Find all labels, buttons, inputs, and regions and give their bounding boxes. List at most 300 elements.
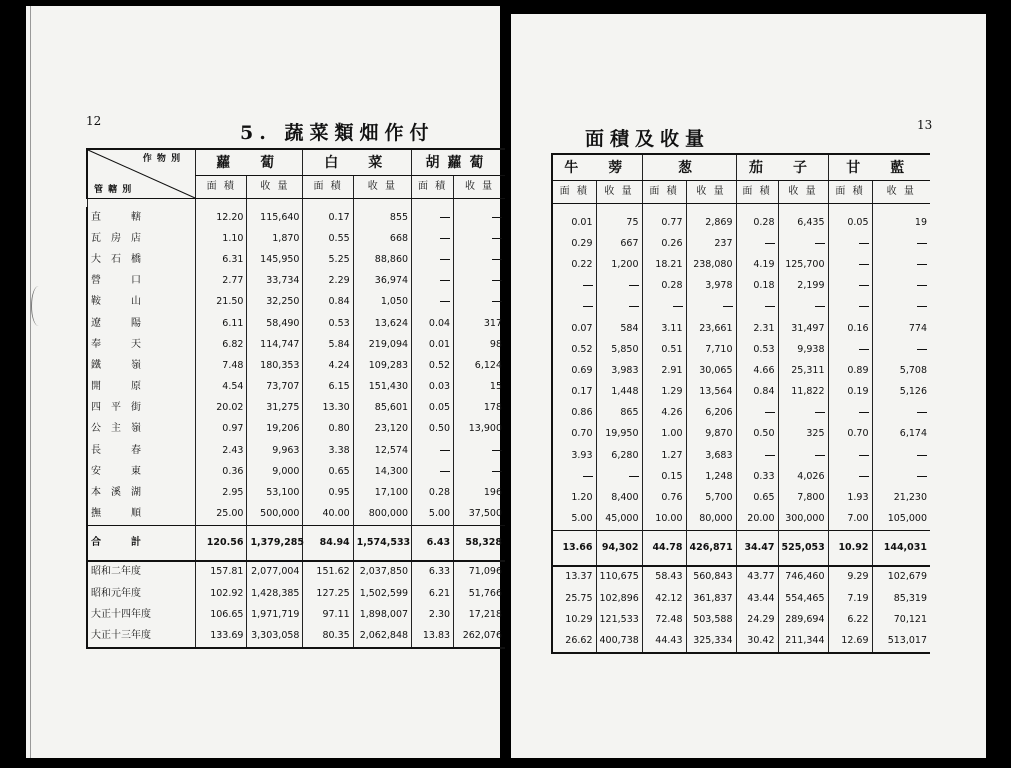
data-cell: 0.28 — [412, 482, 454, 503]
yield-subheader: 收 量 — [596, 181, 642, 204]
data-cell: 17,218 — [454, 604, 505, 625]
data-cell: 2.77 — [196, 271, 247, 292]
data-cell — [412, 249, 454, 270]
table-row — [87, 377, 505, 398]
table-row — [552, 630, 930, 652]
area-subheader: 面 積 — [642, 181, 686, 204]
data-cell: 23,120 — [353, 419, 411, 440]
data-cell: 80.35 — [303, 625, 353, 647]
table-row — [87, 625, 505, 647]
row-label: 昭和二年度 — [87, 561, 196, 583]
dash-mark — [492, 280, 502, 281]
data-cell: 53,100 — [247, 482, 303, 503]
corner-crop-label: 作 物 別 — [142, 154, 182, 164]
dash-mark — [917, 412, 927, 413]
data-cell: 0.65 — [303, 461, 353, 482]
dash-mark — [629, 476, 639, 477]
table-row — [87, 398, 505, 419]
data-cell: 0.17 — [552, 382, 596, 403]
data-cell: 1,248 — [686, 466, 736, 487]
data-cell: 115,640 — [247, 207, 303, 228]
data-cell: 178 — [454, 398, 505, 419]
data-cell — [596, 276, 642, 297]
header-corner — [87, 149, 196, 199]
data-cell: 0.70 — [828, 424, 872, 445]
data-cell — [872, 276, 930, 297]
data-cell — [872, 233, 930, 254]
data-cell: 6,280 — [596, 445, 642, 466]
unit-cell — [872, 204, 930, 213]
data-cell: 3,983 — [596, 360, 642, 381]
data-cell: 12.20 — [196, 207, 247, 228]
data-cell: 58,490 — [247, 313, 303, 334]
data-cell: 10.29 — [552, 609, 596, 630]
data-cell: 1.27 — [642, 445, 686, 466]
data-cell: 13.37 — [552, 566, 596, 588]
yield-subheader: 收 量 — [353, 176, 411, 199]
dash-mark — [440, 280, 450, 281]
data-cell: 6,435 — [778, 212, 828, 233]
data-cell: 0.51 — [642, 339, 686, 360]
data-cell — [686, 297, 736, 318]
data-cell: 10.92 — [828, 530, 872, 566]
data-cell — [412, 228, 454, 249]
data-cell: 2.91 — [642, 360, 686, 381]
data-cell — [872, 297, 930, 318]
data-cell: 45,000 — [596, 509, 642, 531]
data-cell — [872, 254, 930, 275]
dash-mark — [765, 243, 775, 244]
data-cell — [454, 461, 505, 482]
row-label: 瓦 房 店 — [87, 228, 196, 249]
data-cell: 7.19 — [828, 588, 872, 609]
data-cell: 0.05 — [828, 212, 872, 233]
data-cell: 6.21 — [412, 583, 454, 604]
data-cell — [778, 445, 828, 466]
table-row — [552, 424, 930, 445]
data-cell: 6,124 — [454, 355, 505, 376]
data-cell: 13,624 — [353, 313, 411, 334]
table-row — [87, 583, 505, 604]
table-row — [552, 509, 930, 531]
data-cell: 0.19 — [828, 382, 872, 403]
data-cell: 0.50 — [412, 419, 454, 440]
data-cell: 4.19 — [736, 254, 778, 275]
data-cell: 325,334 — [686, 630, 736, 652]
dash-mark — [440, 238, 450, 239]
data-cell: 4,026 — [778, 466, 828, 487]
data-cell: 30,065 — [686, 360, 736, 381]
table-row — [87, 313, 505, 334]
data-cell: 3.11 — [642, 318, 686, 339]
data-cell — [736, 297, 778, 318]
data-cell: 0.53 — [303, 313, 353, 334]
unit-row — [87, 199, 505, 208]
data-cell: 12,574 — [353, 440, 411, 461]
data-cell: 5.00 — [412, 504, 454, 526]
data-cell: 43.77 — [736, 566, 778, 588]
data-cell — [552, 276, 596, 297]
dash-mark — [815, 306, 825, 307]
dash-mark — [917, 476, 927, 477]
data-cell: 102,679 — [872, 566, 930, 588]
data-cell: 0.22 — [552, 254, 596, 275]
data-cell: 219,094 — [353, 334, 411, 355]
dash-mark — [917, 349, 927, 350]
data-cell: 8,400 — [596, 487, 642, 508]
corner-district-label: 管 轄 別 — [94, 185, 133, 195]
dash-mark — [440, 471, 450, 472]
data-cell: 0.86 — [552, 403, 596, 424]
data-cell: 6.15 — [303, 377, 353, 398]
table-row — [87, 271, 505, 292]
data-cell: 18.21 — [642, 254, 686, 275]
row-label: 大正十三年度 — [87, 625, 196, 647]
dash-mark — [723, 306, 733, 307]
data-cell: 7,800 — [778, 487, 828, 508]
data-cell: 0.26 — [642, 233, 686, 254]
dash-mark — [859, 264, 869, 265]
data-cell: 2.30 — [412, 604, 454, 625]
data-cell: 80,000 — [686, 509, 736, 531]
data-cell — [872, 403, 930, 424]
data-cell: 102.92 — [196, 583, 247, 604]
data-cell: 9,963 — [247, 440, 303, 461]
table-row — [87, 482, 505, 503]
data-cell — [736, 445, 778, 466]
data-cell: 51,766 — [454, 583, 505, 604]
page-number: 13 — [917, 118, 933, 132]
data-cell: 13,564 — [686, 382, 736, 403]
data-cell — [872, 339, 930, 360]
data-cell — [828, 276, 872, 297]
data-cell: 3,303,058 — [247, 625, 303, 647]
data-cell: 102,896 — [596, 588, 642, 609]
data-cell: 317 — [454, 313, 505, 334]
data-cell: 25.00 — [196, 504, 247, 526]
data-cell: 13.83 — [412, 625, 454, 647]
data-cell: 145,950 — [247, 249, 303, 270]
data-cell: 3.38 — [303, 440, 353, 461]
dash-mark — [917, 285, 927, 286]
unit-cell — [736, 204, 778, 213]
dash-mark — [492, 301, 502, 302]
row-label: 公 主 嶺 — [87, 419, 196, 440]
data-cell: 774 — [872, 318, 930, 339]
data-cell: 238,080 — [686, 254, 736, 275]
unit-cell — [412, 199, 454, 208]
table-row — [552, 254, 930, 275]
yield-subheader: 收 量 — [872, 181, 930, 204]
data-cell — [778, 297, 828, 318]
data-cell: 0.16 — [828, 318, 872, 339]
data-cell: 3,978 — [686, 276, 736, 297]
data-cell: 513,017 — [872, 630, 930, 652]
data-cell: 9,938 — [778, 339, 828, 360]
data-cell — [596, 466, 642, 487]
data-cell: 157.81 — [196, 561, 247, 583]
data-cell: 31,497 — [778, 318, 828, 339]
vegetable-table-right — [551, 153, 930, 654]
page-edge — [30, 6, 31, 758]
table-row — [552, 609, 930, 630]
data-cell: 3,683 — [686, 445, 736, 466]
crop-header: 蘿 蔔 — [196, 149, 303, 176]
data-cell: 6.82 — [196, 334, 247, 355]
data-cell: 98 — [454, 334, 505, 355]
yield-subheader: 收 量 — [247, 176, 303, 199]
data-cell — [412, 461, 454, 482]
data-cell: 361,837 — [686, 588, 736, 609]
data-cell: 4.24 — [303, 355, 353, 376]
row-label: 奉 天 — [87, 334, 196, 355]
data-cell: 106.65 — [196, 604, 247, 625]
data-cell: 1,502,599 — [353, 583, 411, 604]
data-cell: 26.62 — [552, 630, 596, 652]
data-cell: 426,871 — [686, 530, 736, 566]
table-row — [552, 297, 930, 318]
unit-cell — [196, 199, 247, 208]
data-cell: 1.29 — [642, 382, 686, 403]
data-cell: 0.28 — [736, 212, 778, 233]
data-cell: 0.29 — [552, 233, 596, 254]
dash-mark — [583, 306, 593, 307]
data-cell: 0.36 — [196, 461, 247, 482]
data-cell: 7.48 — [196, 355, 247, 376]
data-cell: 1,574,533 — [353, 525, 411, 561]
data-cell: 0.18 — [736, 276, 778, 297]
table-row — [552, 276, 930, 297]
data-cell: 0.50 — [736, 424, 778, 445]
dash-mark — [440, 259, 450, 260]
crop-header: 胡蘿蔔 — [412, 149, 505, 176]
unit-cell — [642, 204, 686, 213]
yield-subheader: 收 量 — [686, 181, 736, 204]
data-cell: 0.01 — [412, 334, 454, 355]
data-cell: 37,500 — [454, 504, 505, 526]
data-cell: 127.25 — [303, 583, 353, 604]
table-row — [552, 403, 930, 424]
data-cell: 503,588 — [686, 609, 736, 630]
row-label: 長 春 — [87, 440, 196, 461]
data-cell: 6.11 — [196, 313, 247, 334]
data-cell: 1,448 — [596, 382, 642, 403]
dash-mark — [765, 306, 775, 307]
data-cell — [872, 445, 930, 466]
data-cell: 325 — [778, 424, 828, 445]
dash-mark — [492, 259, 502, 260]
data-cell: 4.66 — [736, 360, 778, 381]
data-cell — [828, 339, 872, 360]
data-cell: 33,734 — [247, 271, 303, 292]
data-cell: 2,077,004 — [247, 561, 303, 583]
data-cell: 400,738 — [596, 630, 642, 652]
table-row — [552, 339, 930, 360]
row-label: 鞍 山 — [87, 292, 196, 313]
data-cell: 0.65 — [736, 487, 778, 508]
data-cell: 43.44 — [736, 588, 778, 609]
unit-cell — [778, 204, 828, 213]
data-cell — [778, 233, 828, 254]
data-cell: 75 — [596, 212, 642, 233]
table-row — [552, 530, 930, 566]
table-row — [552, 212, 930, 233]
dash-mark — [583, 476, 593, 477]
data-cell: 5.25 — [303, 249, 353, 270]
data-cell: 73,707 — [247, 377, 303, 398]
data-cell: 34.47 — [736, 530, 778, 566]
data-cell: 0.15 — [642, 466, 686, 487]
data-cell: 0.69 — [552, 360, 596, 381]
data-cell: 4.26 — [642, 403, 686, 424]
data-cell: 44.78 — [642, 530, 686, 566]
data-cell: 800,000 — [353, 504, 411, 526]
data-cell — [454, 271, 505, 292]
data-cell: 2,037,850 — [353, 561, 411, 583]
data-cell — [454, 207, 505, 228]
row-label: 鐵 嶺 — [87, 355, 196, 376]
data-cell: 6,174 — [872, 424, 930, 445]
unit-row — [552, 204, 930, 213]
data-cell — [412, 271, 454, 292]
data-cell: 0.77 — [642, 212, 686, 233]
data-cell: 144,031 — [872, 530, 930, 566]
data-cell: 2,199 — [778, 276, 828, 297]
data-cell: 20.02 — [196, 398, 247, 419]
data-cell — [454, 249, 505, 270]
data-cell: 71,096 — [454, 561, 505, 583]
data-cell: 0.70 — [552, 424, 596, 445]
page-number: 12 — [86, 114, 102, 128]
table-row — [87, 249, 505, 270]
data-cell — [454, 440, 505, 461]
data-cell: 1,200 — [596, 254, 642, 275]
data-cell: 6.31 — [196, 249, 247, 270]
data-cell: 237 — [686, 233, 736, 254]
data-cell: 114,747 — [247, 334, 303, 355]
data-cell: 84.94 — [303, 525, 353, 561]
data-cell — [828, 254, 872, 275]
area-subheader: 面 積 — [196, 176, 247, 199]
crop-header: 葱 — [642, 154, 736, 181]
data-cell: 196 — [454, 482, 505, 503]
table-row — [87, 504, 505, 526]
data-cell: 180,353 — [247, 355, 303, 376]
unit-cell — [303, 199, 353, 208]
data-cell: 0.97 — [196, 419, 247, 440]
data-cell: 0.53 — [736, 339, 778, 360]
data-cell: 1,379,285 — [247, 525, 303, 561]
table-row — [87, 440, 505, 461]
data-cell — [552, 297, 596, 318]
table-row — [87, 292, 505, 313]
data-cell: 19,950 — [596, 424, 642, 445]
dash-mark — [917, 264, 927, 265]
data-cell: 42.12 — [642, 588, 686, 609]
data-cell: 1,898,007 — [353, 604, 411, 625]
data-cell: 211,344 — [778, 630, 828, 652]
data-cell: 25.75 — [552, 588, 596, 609]
data-cell: 15 — [454, 377, 505, 398]
table-row — [87, 525, 505, 561]
unit-cell — [828, 204, 872, 213]
table-row — [552, 466, 930, 487]
data-cell: 70,121 — [872, 609, 930, 630]
data-cell: 94,302 — [596, 530, 642, 566]
data-cell: 0.07 — [552, 318, 596, 339]
data-cell: 13.30 — [303, 398, 353, 419]
dash-mark — [859, 455, 869, 456]
data-cell: 4.54 — [196, 377, 247, 398]
data-cell: 58,328 — [454, 525, 505, 561]
data-cell: 6.43 — [412, 525, 454, 561]
dash-mark — [629, 285, 639, 286]
data-cell: 0.17 — [303, 207, 353, 228]
page-title: 5. 蔬菜類畑作付 — [240, 122, 435, 144]
data-cell: 300,000 — [778, 509, 828, 531]
unit-cell — [552, 204, 596, 213]
data-cell: 2.95 — [196, 482, 247, 503]
data-cell: 44.43 — [642, 630, 686, 652]
data-cell: 5,126 — [872, 382, 930, 403]
data-cell: 7,710 — [686, 339, 736, 360]
area-subheader: 面 積 — [736, 181, 778, 204]
data-cell: 110,675 — [596, 566, 642, 588]
unit-cell — [596, 204, 642, 213]
data-cell: 667 — [596, 233, 642, 254]
unit-cell — [87, 199, 196, 208]
yield-subheader: 收 量 — [778, 181, 828, 204]
dash-mark — [492, 217, 502, 218]
dash-mark — [492, 238, 502, 239]
crop-header: 甘 藍 — [828, 154, 930, 181]
data-cell: 7.00 — [828, 509, 872, 531]
data-cell: 1.10 — [196, 228, 247, 249]
data-cell — [778, 403, 828, 424]
data-cell — [736, 403, 778, 424]
data-cell: 6,206 — [686, 403, 736, 424]
dash-mark — [492, 450, 502, 451]
data-cell: 13.66 — [552, 530, 596, 566]
dash-mark — [859, 306, 869, 307]
dash-mark — [859, 476, 869, 477]
data-cell: 746,460 — [778, 566, 828, 588]
row-label: 四 平 街 — [87, 398, 196, 419]
margin-mark — [31, 286, 46, 326]
table-row — [87, 604, 505, 625]
data-cell: 1,050 — [353, 292, 411, 313]
unit-cell — [353, 199, 411, 208]
area-subheader: 面 積 — [828, 181, 872, 204]
dash-mark — [673, 306, 683, 307]
row-label: 昭和元年度 — [87, 583, 196, 604]
data-cell: 584 — [596, 318, 642, 339]
data-cell: 21.50 — [196, 292, 247, 313]
unit-cell — [686, 204, 736, 213]
table-row — [87, 561, 505, 583]
data-cell: 72.48 — [642, 609, 686, 630]
data-cell — [872, 466, 930, 487]
subheader-row — [552, 181, 930, 204]
data-cell: 560,843 — [686, 566, 736, 588]
dash-mark — [859, 412, 869, 413]
data-cell: 0.84 — [303, 292, 353, 313]
data-cell: 1.93 — [828, 487, 872, 508]
data-cell: 121,533 — [596, 609, 642, 630]
data-cell: 40.00 — [303, 504, 353, 526]
dash-mark — [492, 471, 502, 472]
data-cell: 0.80 — [303, 419, 353, 440]
